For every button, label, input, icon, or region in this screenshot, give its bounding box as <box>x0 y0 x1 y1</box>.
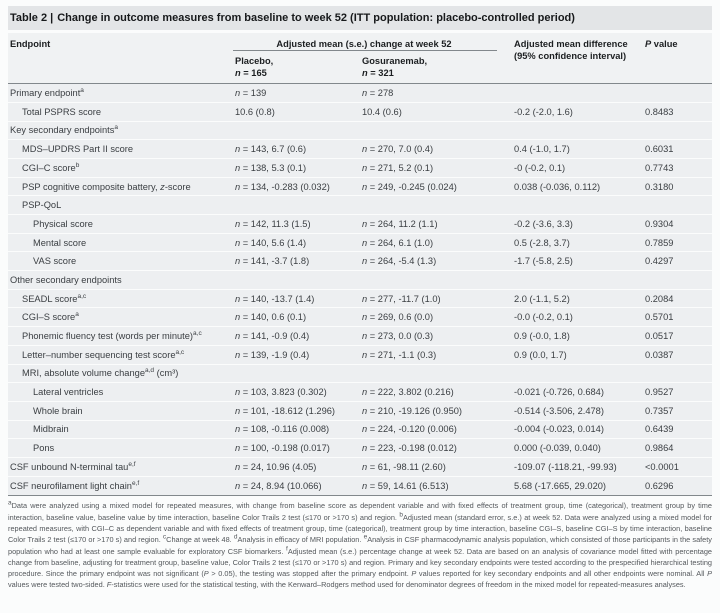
table-body <box>8 84 712 496</box>
table-row <box>8 122 712 141</box>
column-header-difference: Adjusted mean difference (95% confidence interval) <box>514 39 628 62</box>
endpoint-cell: Letter–number sequencing test score$^{a,c}$ <box>22 348 185 360</box>
gosuranemab-cell: n = 249, -0.245 (0.024) <box>362 181 457 192</box>
endpoint-cell: CSF unbound N-terminal tau$^{e,f}$ <box>10 460 136 472</box>
placebo-cell: n = 101, -18.612 (1.296) <box>235 405 336 416</box>
column-header-placebo: Placebo, n = 165 <box>235 56 274 79</box>
pvalue-cell: <0.0001 <box>645 461 679 472</box>
difference-cell: -1.7 (-5.8, 2.5) <box>514 256 573 267</box>
table-row <box>8 215 712 234</box>
pvalue-cell: 0.5701 <box>645 312 674 323</box>
footnotes: $^a$Data were analyzed using a mixed model for repeated measures, with change from baseline score as dependent variable and with fixed effects of treatment group, time (categorical), treatment group by time interaction, baseline value, baseline value by time interaction, baseline Color Trails 2 test (≤170 or >170 s) and region. $^b$Adjusted mean (standard error, s.e.) at week 52. Data were analyzed using a mixed model for repeated measures, with CGI–C as dependent variable and with fixed effects of treatment group, time (categorical), treatment group by time interaction, baseline CGI–S, baseline CGI–S by time interaction, baseline Color Trails 2 test (≤170 or >170 s) and region. $^c$Change at week 48. $^d$Analysis in efficacy of MRI population. $^e$Analysis in CSF pharmacodynamic analysis population, which consisted of those participants in the safety population who had at least one sample evaluable for exploratory CSF biomarkers. $^f$Adjusted mean (s.e.) percentage change at week 52. Data are based on an analysis of covariance model fitted with percentage change from baseline, adjusting for treatment group, baseline value, Color Trails 2 test (≤170 or >170 s) and region. Primary and key secondary endpoints were tested according to the prespecified hierarchical testing procedure. Since the primary endpoint was not significant (P > 0.05), the testing was stopped after the primary endpoint. P values reported for key secondary endpoints and all other endpoints were nominal. All P values were tested two-sided. F-statistics were used for the statistical testing, with the Kenward–Rodgers method used for denominator degrees of freedom in the mixed model for repeated-measures analyses. <box>8 499 713 590</box>
gosuranemab-cell: n = 278 <box>362 88 394 99</box>
pvalue-cell: 0.9527 <box>645 387 674 398</box>
placebo-cell: n = 138, 5.3 (0.1) <box>235 162 307 173</box>
pvalue-cell: 0.9864 <box>645 443 674 454</box>
table-row <box>8 421 712 440</box>
gosuranemab-cell: n = 222, 3.802 (0.216) <box>362 387 454 398</box>
difference-cell: -0.2 (-2.0, 1.6) <box>514 106 573 117</box>
difference-cell: 0.038 (-0.036, 0.112) <box>514 181 601 192</box>
endpoint-cell: Key secondary endpoints$^a$ <box>10 124 119 136</box>
gosuranemab-cell: n = 61, -98.11 (2.60) <box>362 461 446 472</box>
table-row <box>8 234 712 253</box>
table-row <box>8 308 712 327</box>
endpoint-cell: Primary endpoint$^a$ <box>10 86 84 99</box>
difference-cell: 0.4 (-1.0, 1.7) <box>514 144 570 155</box>
pvalue-cell: 0.4297 <box>645 256 674 267</box>
table-row <box>8 346 712 365</box>
pvalue-cell: 0.6031 <box>645 144 674 155</box>
endpoint-cell: SEADL score$^{a,c}$ <box>22 292 87 304</box>
placebo-cell: n = 100, -0.198 (0.017) <box>235 443 330 454</box>
endpoint-cell: PSP-QoL <box>22 200 62 211</box>
gosuranemab-cell: n = 59, 14.61 (6.513) <box>362 481 449 492</box>
difference-cell: -0.021 (-0.726, 0.684) <box>514 387 604 398</box>
difference-cell: 2.0 (-1.1, 5.2) <box>514 293 570 304</box>
table-header <box>8 33 712 84</box>
pvalue-cell: 0.7357 <box>645 405 674 416</box>
endpoint-cell: Phonemic fluency test (words per minute)$^{a,c}$ <box>22 329 202 342</box>
gosuranemab-cell: n = 270, 7.0 (0.4) <box>362 144 434 155</box>
pvalue-cell: 0.2084 <box>645 293 674 304</box>
pvalue-cell: 0.7743 <box>645 162 674 173</box>
gosuranemab-cell: n = 273, 0.0 (0.3) <box>362 331 434 342</box>
difference-cell: -0.514 (-3.506, 2.478) <box>514 405 604 416</box>
placebo-cell: n = 134, -0.283 (0.032) <box>235 181 330 192</box>
endpoint-cell: CSF neurofilament light chain$^{e,f}$ <box>10 479 140 492</box>
pvalue-cell: 0.8483 <box>645 106 674 117</box>
placebo-cell: n = 103, 3.823 (0.302) <box>235 387 327 398</box>
difference-cell: -0.0 (-0.2, 0.1) <box>514 312 573 323</box>
table-row <box>8 252 712 271</box>
table-row <box>8 477 712 496</box>
pvalue-cell: 0.6296 <box>645 481 674 492</box>
gosuranemab-cell: n = 264, 6.1 (1.0) <box>362 237 434 248</box>
placebo-cell: n = 143, 6.7 (0.6) <box>235 144 307 155</box>
endpoint-cell: Physical score <box>33 218 93 229</box>
table-row <box>8 159 712 178</box>
column-header-gosuranemab: Gosuranemab, n = 321 <box>362 56 428 79</box>
endpoint-cell: Whole brain <box>33 405 83 416</box>
endpoint-cell: MDS–UPDRS Part II score <box>22 144 134 155</box>
placebo-cell: n = 139, -1.9 (0.4) <box>235 349 310 360</box>
table-row <box>8 290 712 309</box>
placebo-cell: n = 24, 8.94 (10.066) <box>235 481 322 492</box>
pvalue-cell: 0.6439 <box>645 424 674 435</box>
difference-cell: -0.004 (-0.023, 0.014) <box>514 424 604 435</box>
table-row <box>8 327 712 346</box>
placebo-cell: n = 141, -3.7 (1.8) <box>235 256 310 267</box>
endpoint-cell: Total PSPRS score <box>22 106 102 117</box>
difference-cell: -0.2 (-3.6, 3.3) <box>514 218 573 229</box>
pvalue-cell: 0.0517 <box>645 331 674 342</box>
table-title-text: Change in outcome measures from baseline to week 52 (ITT population: placebo-controlled period) <box>57 12 575 24</box>
column-header-span: Adjusted mean (s.e.) change at week 52 <box>233 38 497 51</box>
table-row <box>8 383 712 402</box>
endpoint-cell: CGI–S score$^a$ <box>22 311 79 323</box>
table-row <box>8 458 712 477</box>
pvalue-cell: 0.3180 <box>645 181 674 192</box>
table-row <box>8 140 712 159</box>
pvalue-cell: 0.7859 <box>645 237 674 248</box>
gosuranemab-cell: n = 277, -11.7 (1.0) <box>362 293 441 304</box>
placebo-cell: n = 142, 11.3 (1.5) <box>235 218 311 229</box>
table-row <box>8 402 712 421</box>
endpoint-cell: CGI–C score$^b$ <box>22 161 80 173</box>
gosuranemab-cell: n = 264, -5.4 (1.3) <box>362 256 437 267</box>
table-row <box>8 178 712 197</box>
column-header-pvalue: P value <box>645 39 678 49</box>
table-row <box>8 196 712 215</box>
placebo-cell: n = 141, -0.9 (0.4) <box>235 331 310 342</box>
placebo-cell: n = 24, 10.96 (4.05) <box>235 461 317 472</box>
gosuranemab-cell: n = 264, 11.2 (1.1) <box>362 218 438 229</box>
difference-cell: -0 (-0.2, 0.1) <box>514 162 566 173</box>
table-row <box>8 103 712 122</box>
difference-cell: 0.000 (-0.039, 0.040) <box>514 443 601 454</box>
placebo-cell: n = 140, -13.7 (1.4) <box>235 293 315 304</box>
endpoint-cell: PSP cognitive composite battery, z-score <box>22 181 191 192</box>
endpoint-cell: Lateral ventricles <box>33 387 104 398</box>
column-header-endpoint: Endpoint <box>10 39 51 49</box>
endpoint-cell: MRI, absolute volume change$^{a,d}$ (cm³) <box>22 367 179 379</box>
endpoint-cell: VAS score <box>33 256 77 267</box>
difference-cell: -109.07 (-118.21, -99.93) <box>514 461 617 472</box>
difference-cell: 0.9 (-0.0, 1.8) <box>514 331 570 342</box>
pvalue-cell: 0.9304 <box>645 218 674 229</box>
endpoint-cell: Midbrain <box>33 424 69 435</box>
table-row <box>8 439 712 458</box>
endpoint-cell: Mental score <box>33 237 87 248</box>
difference-cell: 0.9 (0.0, 1.7) <box>514 349 567 360</box>
table-title <box>8 6 712 30</box>
gosuranemab-cell: n = 271, 5.2 (0.1) <box>362 162 434 173</box>
endpoint-cell: Other secondary endpoints <box>10 274 122 285</box>
placebo-cell: n = 140, 5.6 (1.4) <box>235 237 307 248</box>
placebo-cell: 10.6 (0.8) <box>235 106 275 117</box>
pvalue-cell: 0.0387 <box>645 349 674 360</box>
endpoint-cell: Pons <box>33 443 55 454</box>
table-number: Table 2 | <box>10 12 54 24</box>
gosuranemab-cell: 10.4 (0.6) <box>362 106 402 117</box>
difference-cell: 0.5 (-2.8, 3.7) <box>514 237 570 248</box>
placebo-cell: n = 139 <box>235 88 267 99</box>
difference-cell: 5.68 (-17.665, 29.020) <box>514 481 607 492</box>
gosuranemab-cell: n = 271, -1.1 (0.3) <box>362 349 437 360</box>
gosuranemab-cell: n = 224, -0.120 (0.006) <box>362 424 457 435</box>
table-row <box>8 365 712 384</box>
gosuranemab-cell: n = 223, -0.198 (0.012) <box>362 443 457 454</box>
table-row <box>8 271 712 290</box>
gosuranemab-cell: n = 210, -19.126 (0.950) <box>362 405 463 416</box>
placebo-cell: n = 140, 0.6 (0.1) <box>235 312 307 323</box>
placebo-cell: n = 108, -0.116 (0.008) <box>235 424 330 435</box>
table-row <box>8 84 712 103</box>
gosuranemab-cell: n = 269, 0.6 (0.0) <box>362 312 434 323</box>
